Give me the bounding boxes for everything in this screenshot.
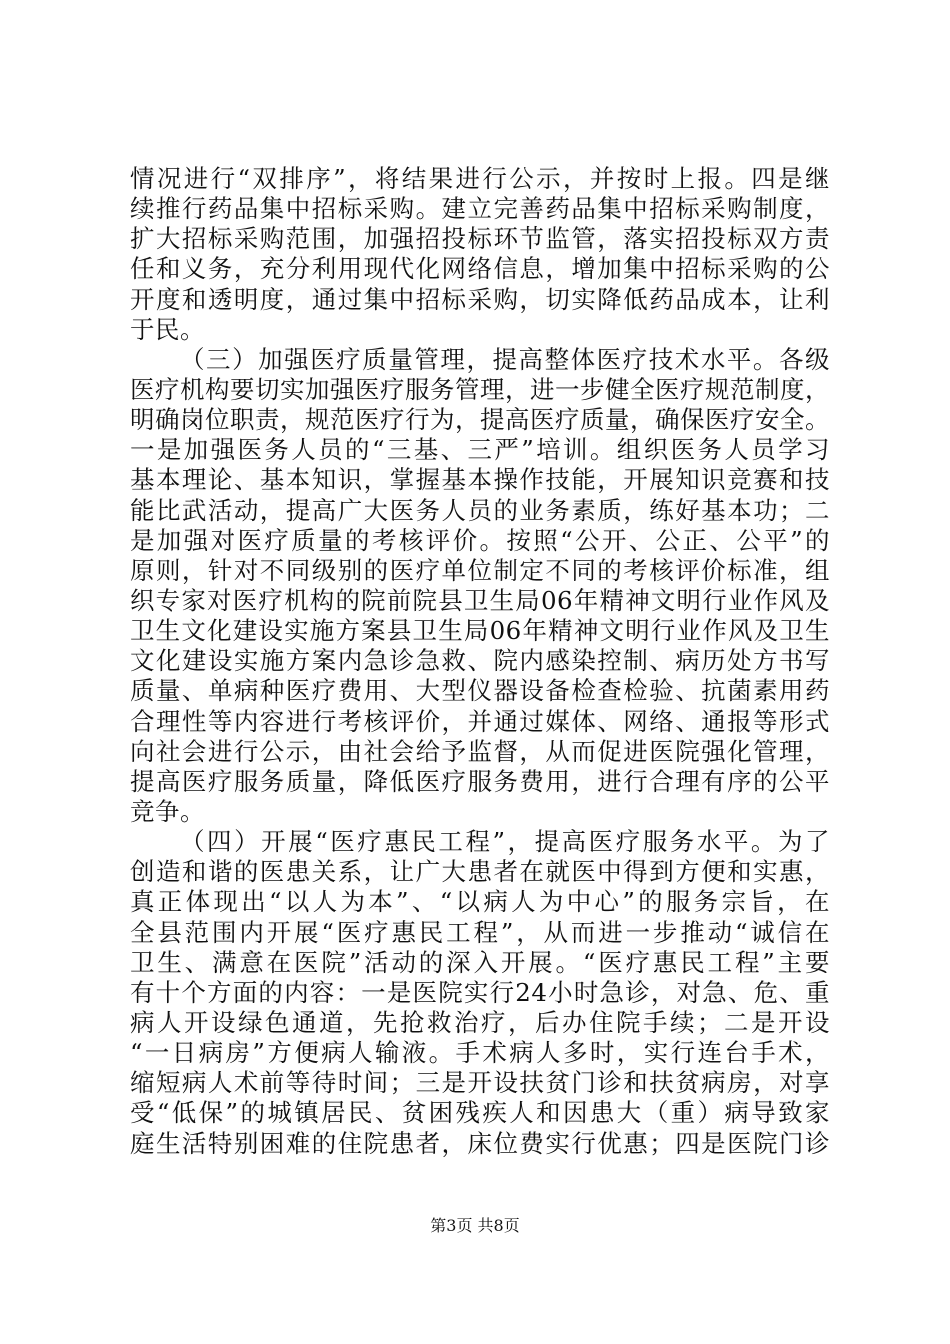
text-line: 能比武活动，提高广大医务人员的业务素质，练好基本功；二 xyxy=(130,495,830,525)
text-line: 真正体现出“以人为本”、“以病人为中心”的服务宗旨，在 xyxy=(130,887,830,917)
text-line: 病人开设绿色通道，先抢救治疗，后办住院手续；二是开设 xyxy=(130,1007,830,1037)
text-line: 全县范围内开展“医疗惠民工程”，从而进一步推动“诚信在 xyxy=(130,917,830,947)
text-line: 竞争。 xyxy=(130,796,205,826)
text-line: 明确岗位职责，规范医疗行为，提高医疗质量，确保医疗安全。 xyxy=(130,405,830,435)
text-line: 医疗机构要切实加强医疗服务管理，进一步健全医疗规范制度， xyxy=(130,374,830,404)
text-line: 织专家对医疗机构的院前院县卫生局06年精神文明行业作风及 xyxy=(130,585,830,615)
text-line: 原则，针对不同级别的医疗单位制定不同的考核评价标准，组 xyxy=(130,555,830,585)
text-line: 扩大招标采购范围，加强招投标环节监管，落实招投标双方责 xyxy=(130,224,830,254)
text-line: 情况进行“双排序”，将结果进行公示，并按时上报。四是继 xyxy=(130,164,830,193)
text-line: 卫生文化建设实施方案县卫生局06年精神文明行业作风及卫生 xyxy=(130,616,830,646)
text-line: （四）开展“医疗惠民工程”，提高医疗服务水平。为了 xyxy=(180,827,830,857)
text-line: 向社会进行公示，由社会给予监督，从而促进医院强化管理， xyxy=(130,736,830,766)
text-line: 创造和谐的医患关系，让广大患者在就医中得到方便和实惠， xyxy=(130,857,830,887)
text-line: 有十个方面的内容：一是医院实行24小时急诊，对急、危、重 xyxy=(130,977,830,1007)
body-text xyxy=(130,164,830,1159)
text-line: 是加强对医疗质量的考核评价。按照“公开、公正、公平”的 xyxy=(130,525,830,555)
text-line: 续推行药品集中招标采购。建立完善药品集中招标采购制度， xyxy=(130,194,830,224)
text-line: 质量、单病种医疗费用、大型仪器设备检查检验、抗菌素用药 xyxy=(130,676,830,706)
page-footer: 第3页 共8页 xyxy=(430,1216,520,1235)
text-line: 卫生、满意在医院”活动的深入开展。“医疗惠民工程”主要 xyxy=(130,947,830,977)
text-line: 庭生活特别困难的住院患者，床位费实行优惠；四是医院门诊 xyxy=(130,1128,830,1158)
text-line: 基本理论、基本知识，掌握基本操作技能，开展知识竞赛和技 xyxy=(130,465,830,495)
text-line: 缩短病人术前等待时间；三是开设扶贫门诊和扶贫病房，对享 xyxy=(130,1068,830,1098)
text-line: 受“低保”的城镇居民、贫困残疾人和因患大（重）病导致家 xyxy=(130,1098,830,1128)
text-line: 于民。 xyxy=(130,314,205,344)
text-line: 提高医疗服务质量，降低医疗服务费用，进行合理有序的公平 xyxy=(130,766,830,796)
text-line: 开度和透明度，通过集中招标采购，切实降低药品成本，让利 xyxy=(130,284,830,314)
text-line: 合理性等内容进行考核评价，并通过媒体、网络、通报等形式 xyxy=(130,706,830,736)
text-line: 任和义务，充分利用现代化网络信息，增加集中招标采购的公 xyxy=(130,254,830,284)
text-line: 一是加强医务人员的“三基、三严”培训。组织医务人员学习 xyxy=(130,435,830,465)
text-line: “一日病房”方便病人输液。手术病人多时，实行连台手术， xyxy=(130,1038,830,1068)
text-line: 文化建设实施方案内急诊急救、院内感染控制、病历处方书写 xyxy=(130,646,830,676)
text-line: （三）加强医疗质量管理，提高整体医疗技术水平。各级 xyxy=(180,344,830,374)
